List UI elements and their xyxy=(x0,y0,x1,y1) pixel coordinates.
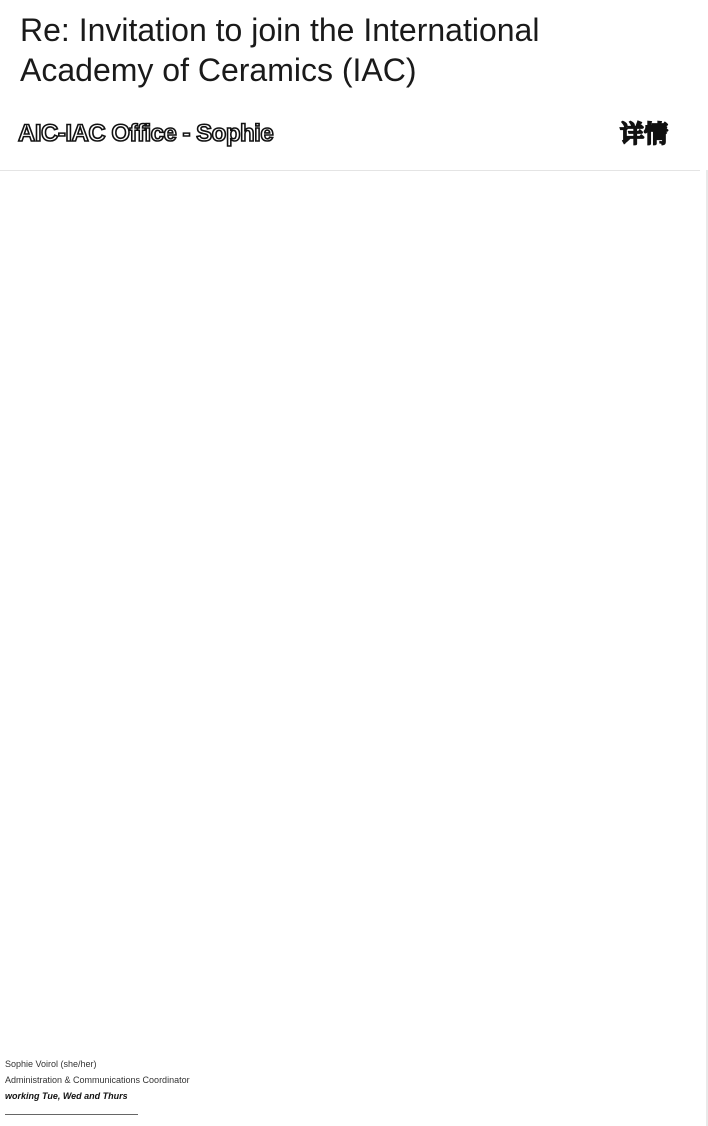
signature-name: Sophie Voirol (she/her) xyxy=(5,1059,97,1069)
signature-hours: working Tue, Wed and Thurs xyxy=(5,1091,128,1101)
header-divider xyxy=(0,170,700,171)
subject-line-2: Academy of Ceramics (IAC) xyxy=(20,52,417,88)
signature-title: Administration & Communications Coordinator xyxy=(5,1075,190,1085)
sender-name[interactable]: AIC-IAC Office - Sophie xyxy=(18,120,274,147)
details-button[interactable]: 详情 xyxy=(620,120,668,148)
signature-rule xyxy=(5,1114,138,1115)
email-header xyxy=(0,0,708,170)
subject-line-1: Re: Invitation to join the International xyxy=(20,12,540,48)
email-subject xyxy=(20,10,670,90)
